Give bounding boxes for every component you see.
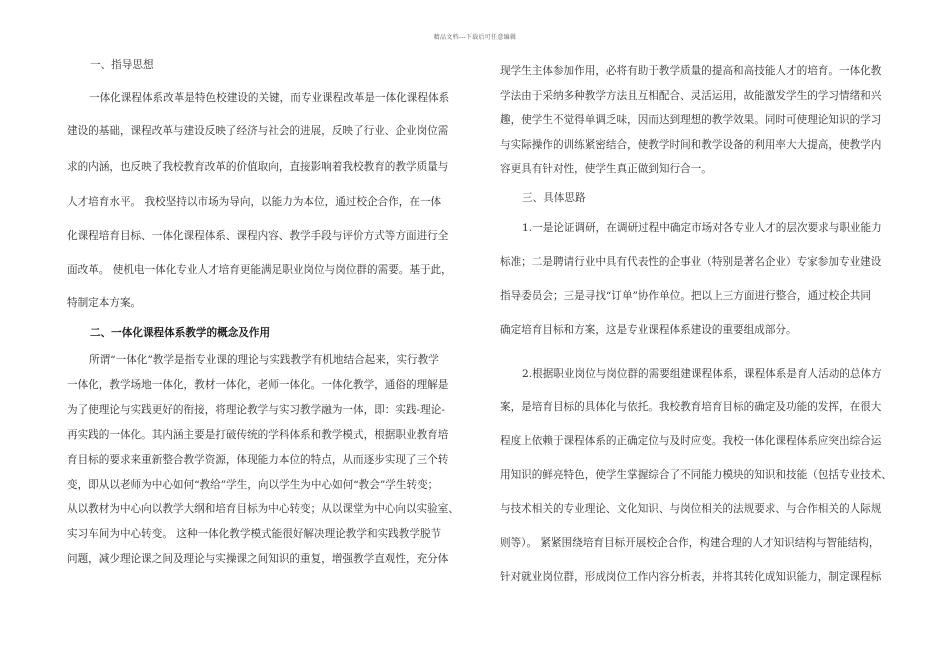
paragraph-line: 确定培育目标和方案，这是专业课程体系建设的重要组成部分。 <box>500 324 797 336</box>
paragraph-line: 2.根据职业岗位与岗位群的需要组建课程体系，课程体系是育人活动的总体方 <box>522 368 882 380</box>
paragraph-line: 与技术相关的专业理论、文化知识、与岗位相关的法规要求、与合作相关的人际规 <box>500 503 882 515</box>
paragraph-line: 为了使理论与实践更好的衔接，将理论教学与实习教学融为一体，即：实践-理论- <box>67 404 445 416</box>
paragraph-line: 则等）。 紧紧围绕培育目标开展校企合作，构建合理的人才知识结构与智能结构， <box>500 537 880 549</box>
paragraph-line: 从以教材为中心向以教学大纲和培育目标为中心转变；从以课堂为中心向以实验室、 <box>67 503 459 515</box>
paragraph-line: 变，即从以老师为中心如何“教给”学生，向以学生为中心如何“教会”学生转变； <box>67 479 439 491</box>
paragraph-line: 程度上依赖于课程体系的正确定位与及时应变。我校一体化课程体系应突出综合运 <box>500 435 882 447</box>
paragraph-line: 问题，减少理论课之间及理论与实操课之间知识的重复，增强教学直观性，充分体 <box>67 553 449 565</box>
heading-guiding-ideology: 一、指导思想 <box>90 59 154 71</box>
paragraph-line: 学法由于采纳多种教学方法且互相配合、灵活运用，故能激发学生的学习情绪和兴 <box>500 90 882 102</box>
page-header: 精品文档---下载后可任意编辑 <box>433 34 517 41</box>
paragraph-line: 用知识的鲜亮特色，使学生掌握综合了不同能力模块的知识和技能（包括专业技术、 <box>500 469 892 481</box>
paragraph-line: 育目标的要求来重新整合教学资源，体现能力本位的特点，从而逐步实现了三个转 <box>67 454 449 466</box>
paragraph-line: 案，是培育目标的具体化与依托。我校教育培育目标的确定及功能的发挥，在很大 <box>500 401 882 413</box>
heading-specific-approach: 三、具体思路 <box>522 192 586 204</box>
paragraph-line: 一体化课程体系改革是特色校建设的关键，而专业课程改革是一体化课程体系 <box>89 92 450 104</box>
paragraph-line: 针对就业岗位群，形成岗位工作内容分析表，并将其转化成知识能力，制定课程标 <box>500 571 882 583</box>
paragraph-line: 容更具有针对性，使学生真正做到知行合一。 <box>500 163 712 175</box>
paragraph-line: 现学生主体参加作用，必将有助于教学质量的提高和高技能人才的培育。一体化教 <box>500 65 882 77</box>
paragraph-line: 一体化，教学场地一体化，教材一体化，老师一体化。一体化教学，通俗的理解是 <box>67 379 449 391</box>
paragraph-line: 所谓“一体化”教学是指专业课的理论与实践教学有机地结合起来，实行教学 <box>89 354 439 366</box>
paragraph-line: 1.一是论证调研，在调研过程中确定市场对各专业人才的层次要求与职业能力 <box>522 222 882 234</box>
paragraph-line: 与实际操作的训练紧密结合，使教学时间和教学设备的利用率大大提高，使教学内 <box>500 139 882 151</box>
paragraph-line: 标准；二是聘请行业中具有代表性的企事业（特别是著名企业）专家参加专业建设 <box>500 256 882 268</box>
paragraph-line: 再实践的一体化。其内涵主要是打破传统的学科体系和教学模式，根据职业教育培 <box>67 429 449 441</box>
paragraph-line: 实习车间为中心转变。 这种一体化教学模式能很好解决理论教学和实践教学脱节 <box>67 528 442 540</box>
paragraph-line: 人才培育水平。 我校坚持以市场为导向，以能力为本位，通过校企合作，在一体 <box>67 196 442 208</box>
heading-concept-and-role: 二、一体化课程体系教学的概念及作用 <box>90 327 271 339</box>
paragraph-line: 化课程培育目标、一体化课程体系、课程内容、教学手段与评价方式等方面进行全 <box>67 230 449 242</box>
paragraph-line: 趣，使学生不觉得单调乏味，因而达到理想的教学效果。同时可使理论知识的学习 <box>500 114 882 126</box>
paragraph-line: 面改革。 使机电一体化专业人才培育更能满足职业岗位与岗位群的需要。基于此， <box>67 264 452 276</box>
paragraph-line: 特制定本方案。 <box>67 297 142 309</box>
paragraph-line: 指导委员会；三是寻找“订单”协作单位。把以上三方面进行整合，通过校企共同 <box>500 290 872 302</box>
paragraph-line: 求的内涵，也反映了我校教育改革的价值取向，直接影响着我校教育的教学质量与 <box>67 161 449 173</box>
paragraph-line: 建设的基础，课程改革与建设反映了经济与社会的进展，反映了行业、企业岗位需 <box>67 125 449 137</box>
